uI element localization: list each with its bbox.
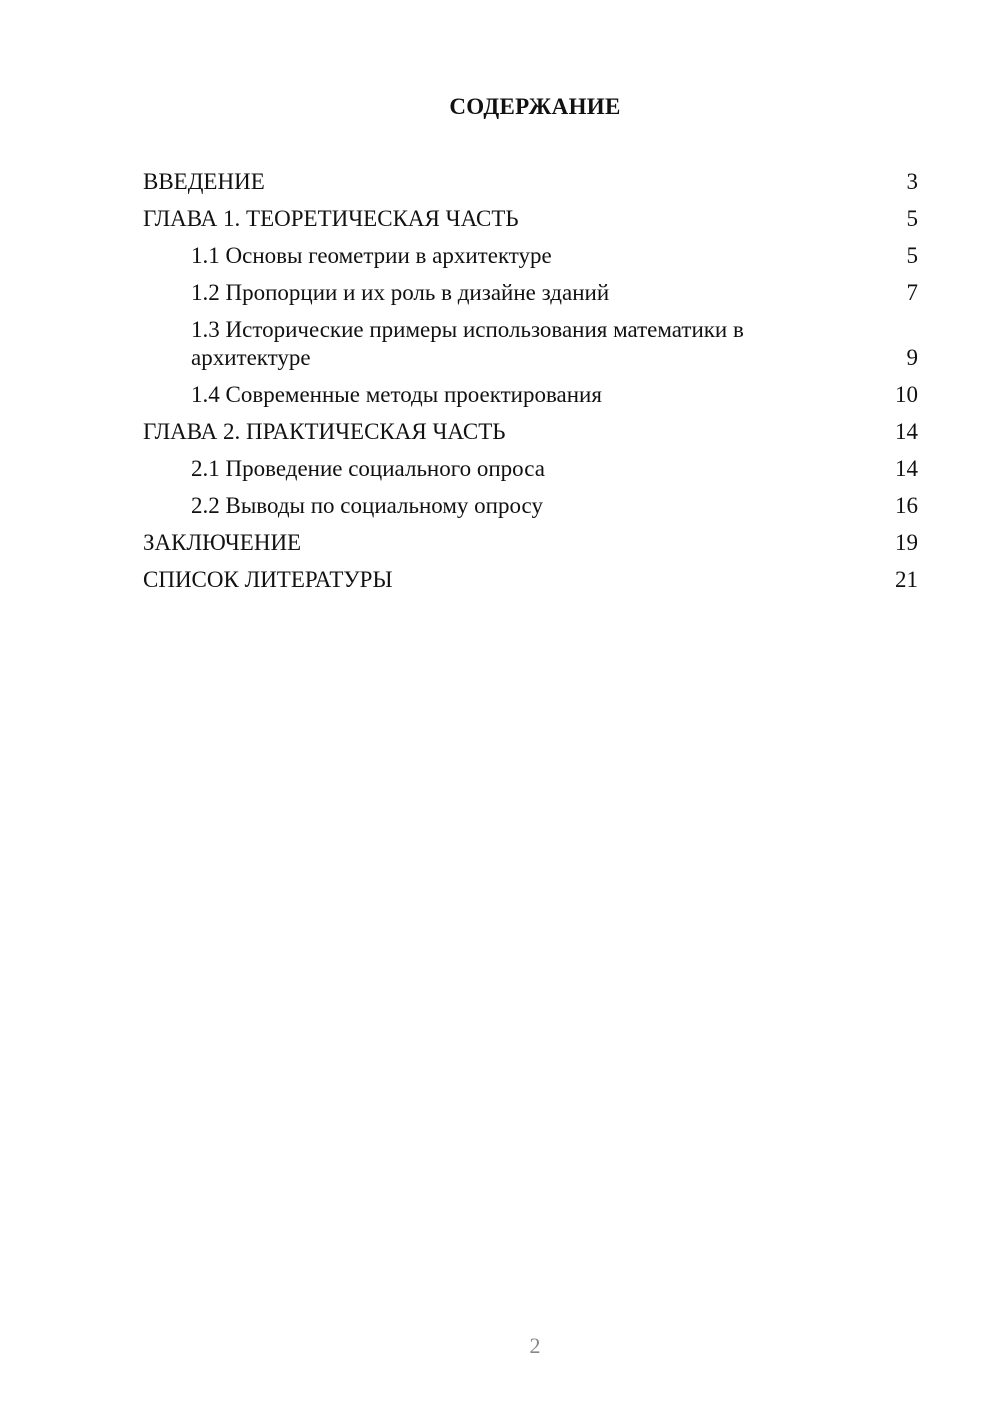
toc-entry-section-1-2[interactable]: [143, 279, 918, 307]
toc-entry-conclusion[interactable]: [143, 529, 918, 557]
toc-entry-label: 1.3 Исторические примеры использования математики в архитектуре: [191, 317, 744, 370]
toc-entry-label: 1.4 Современные методы проектирования: [191, 382, 602, 407]
toc-entry-page: 10: [895, 382, 918, 407]
table-of-contents: [143, 168, 918, 603]
toc-entry-page: 9: [906, 345, 918, 370]
toc-entry-page: 5: [906, 206, 918, 231]
toc-entry-page: 21: [895, 567, 918, 592]
toc-entry-label: ГЛАВА 1. ТЕОРЕТИЧЕСКАЯ ЧАСТЬ: [143, 206, 519, 231]
toc-entry-chapter-2[interactable]: [143, 418, 918, 446]
toc-entry-chapter-1[interactable]: [143, 205, 918, 233]
toc-entry-section-1-4[interactable]: [143, 381, 918, 409]
toc-entry-label: ГЛАВА 2. ПРАКТИЧЕСКАЯ ЧАСТЬ: [143, 419, 506, 444]
toc-entry-section-1-1[interactable]: [143, 242, 918, 270]
toc-entry-page: 5: [906, 243, 918, 268]
page-title: СОДЕРЖАНИЕ: [449, 94, 621, 119]
toc-entry-label: 2.2 Выводы по социальному опросу: [191, 493, 543, 518]
toc-entry-page: 19: [895, 530, 918, 555]
toc-entry-page: 14: [895, 456, 918, 481]
toc-entry-page: 16: [895, 493, 918, 518]
toc-entry-label: ЗАКЛЮЧЕНИЕ: [143, 530, 302, 555]
toc-entry-label: 2.1 Проведение социального опроса: [191, 456, 545, 481]
toc-entry-references[interactable]: [143, 566, 918, 594]
toc-entry-section-2-1[interactable]: [143, 455, 918, 483]
toc-entry-label: 1.1 Основы геометрии в архитектуре: [191, 243, 552, 268]
toc-entry-label: СПИСОК ЛИТЕРАТУРЫ: [143, 567, 393, 592]
toc-entry-label: ВВЕДЕНИЕ: [143, 169, 265, 194]
toc-entry-page: 14: [895, 419, 918, 444]
page-number: 2: [529, 1333, 541, 1358]
toc-entry-introduction[interactable]: [143, 168, 918, 196]
toc-entry-page: 7: [906, 280, 918, 305]
toc-entry-page: 3: [906, 169, 918, 194]
toc-entry-label: 1.2 Пропорции и их роль в дизайне зданий: [191, 280, 610, 305]
toc-entry-section-1-3[interactable]: [143, 316, 918, 372]
toc-entry-section-2-2[interactable]: [143, 492, 918, 520]
